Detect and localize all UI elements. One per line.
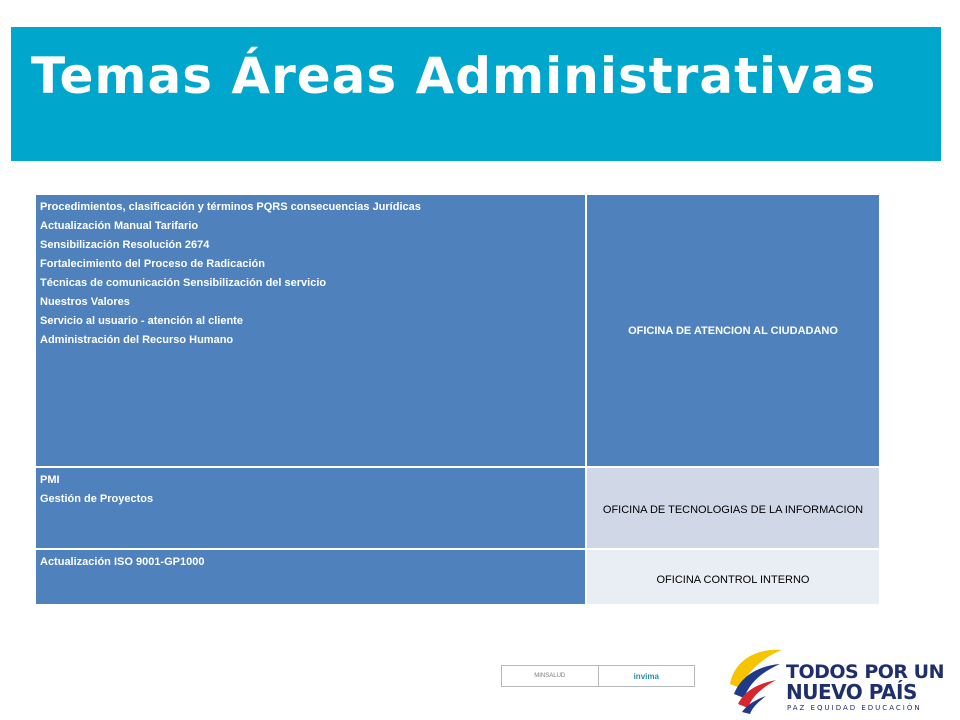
flag-swoosh-icon xyxy=(726,644,788,716)
table-row xyxy=(35,467,880,549)
minsalud-logo-text: MINSALUD xyxy=(534,673,566,679)
brand-line-1: TODOS POR UN xyxy=(786,661,944,683)
invima-logo-text: invima xyxy=(633,671,659,681)
topic-item: Nuestros Valores xyxy=(40,296,130,308)
topic-item: Fortalecimiento del Proceso de Radicación xyxy=(40,258,265,270)
topics-table xyxy=(34,193,881,606)
table-row xyxy=(35,549,880,605)
topic-item: Servicio al usuario - atención al cliente xyxy=(40,315,243,327)
todos-por-un-nuevo-pais-logo xyxy=(726,644,944,716)
header-band xyxy=(11,27,941,161)
topic-item: Actualización ISO 9001-GP1000 xyxy=(40,556,205,568)
area-cell: OFICINA DE TECNOLOGIAS DE LA INFORMACION xyxy=(586,467,880,549)
minsalud-logo xyxy=(502,666,598,686)
page-title: Temas Áreas Administrativas xyxy=(31,47,877,105)
topic-item: Sensibilización Resolución 2674 xyxy=(40,239,210,251)
partner-logos xyxy=(501,665,695,687)
invima-logo xyxy=(598,666,695,686)
topic-item: Actualización Manual Tarifario xyxy=(40,220,199,232)
topics-cell xyxy=(35,194,586,467)
brand-line-3: PAZ EQUIDAD EDUCACIÓN xyxy=(787,704,922,712)
table-row xyxy=(35,194,880,467)
topic-item: Procedimientos, clasificación y términos PQRS consecuencias Jurídicas xyxy=(40,201,421,213)
topic-item: PMI xyxy=(40,474,60,486)
topic-item: Gestión de Proyectos xyxy=(40,493,154,505)
area-cell: OFICINA DE ATENCION AL CIUDADANO xyxy=(586,194,880,467)
topic-item: Técnicas de comunicación Sensibilización del servicio xyxy=(40,277,327,289)
topics-cell xyxy=(35,467,586,549)
brand-line-2: NUEVO PAÍS xyxy=(786,680,917,704)
topic-item: Administración del Recurso Humano xyxy=(40,334,234,346)
topics-cell xyxy=(35,549,586,605)
area-cell: OFICINA CONTROL INTERNO xyxy=(586,549,880,605)
